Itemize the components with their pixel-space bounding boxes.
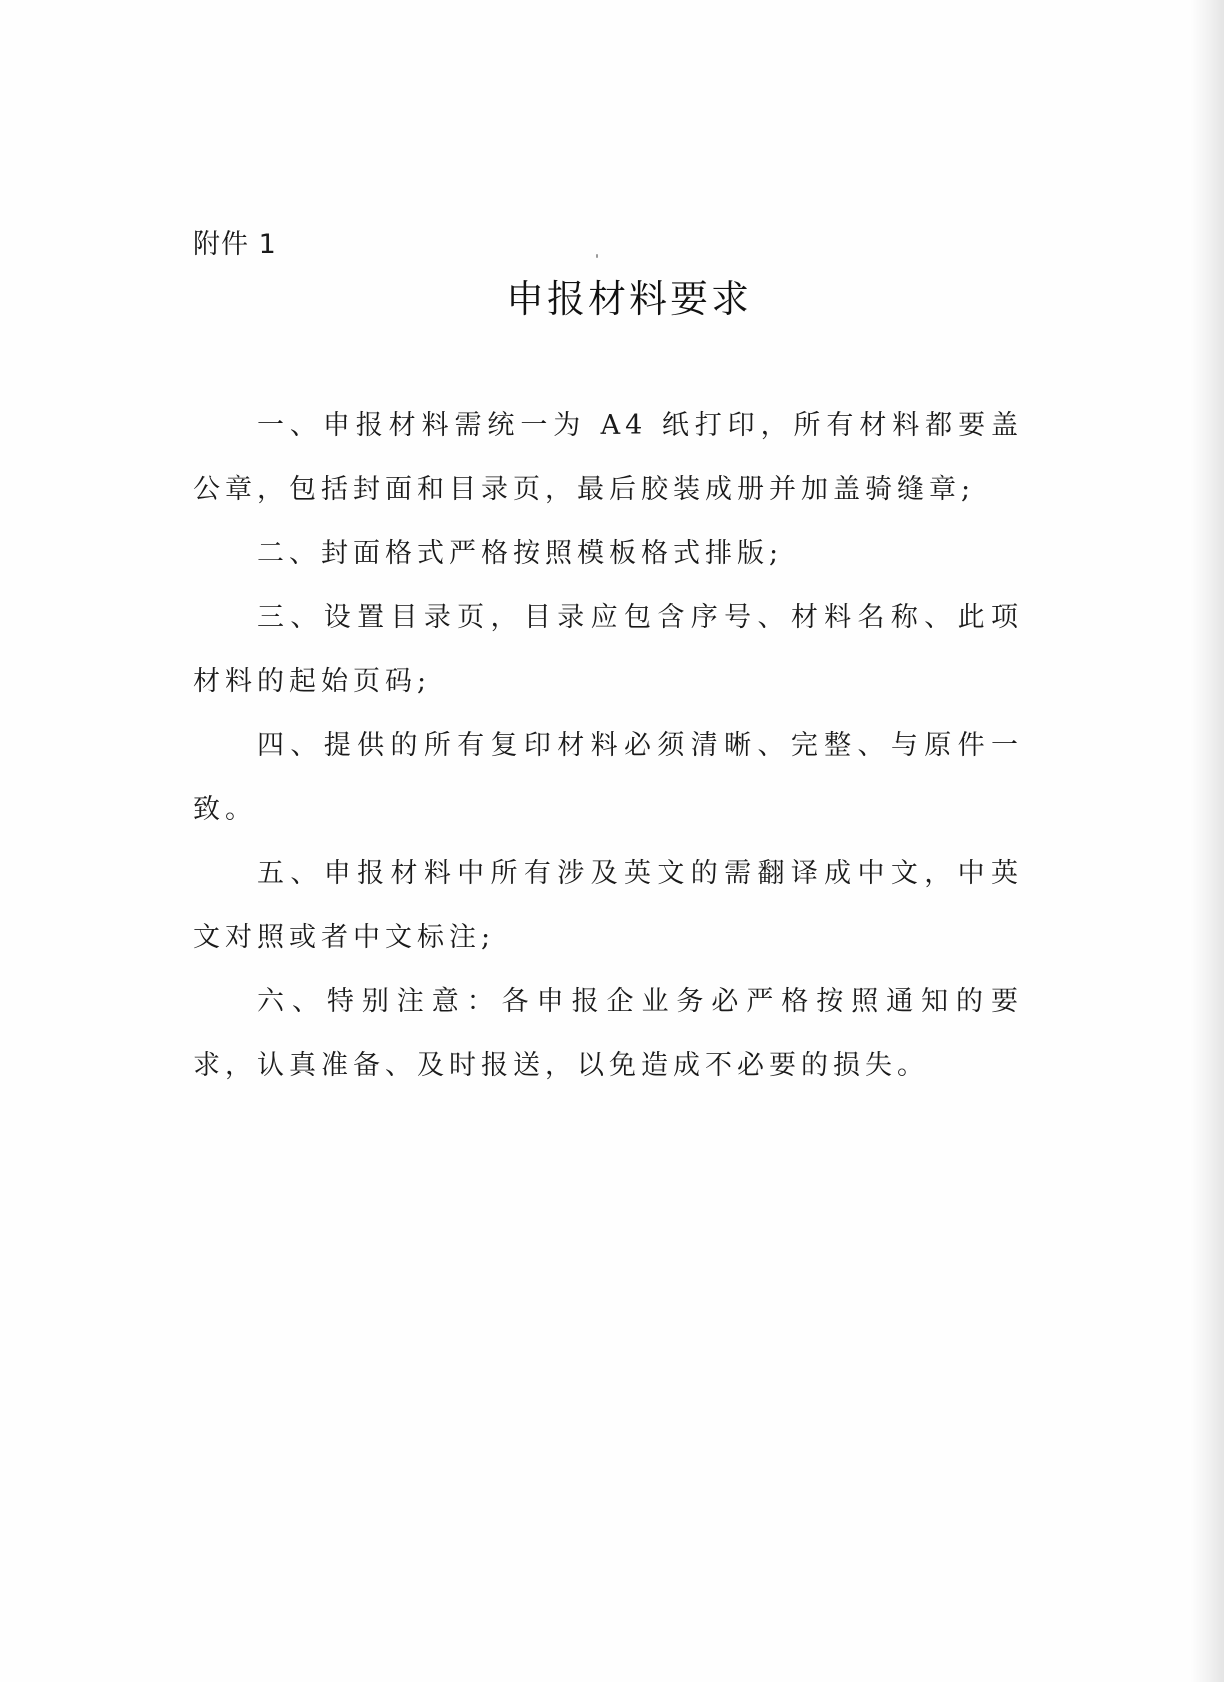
- document-body: [193, 394, 1023, 1098]
- paragraph-5: 五、申报材料中所有涉及英文的需翻译成中文，中英文对照或者中文标注;: [193, 858, 1023, 953]
- paragraph-1: 一、申报材料需统一为 A4 纸打印，所有材料都要盖公章，包括封面和目录页，最后胶装成册并加盖骑缝章;: [193, 410, 1023, 505]
- scan-shadow-edge: [1190, 0, 1224, 1682]
- paragraph-4: 四、提供的所有复印材料必须清晰、完整、与原件一致。: [193, 730, 1023, 825]
- document-title: 申报材料要求: [505, 277, 752, 321]
- paragraph-2: 二、封面格式严格按照模板格式排版;: [257, 538, 784, 569]
- paragraph-3: 三、设置目录页，目录应包含序号、材料名称、此项材料的起始页码;: [193, 602, 1023, 697]
- attachment-label: 附件 1: [193, 229, 277, 260]
- paragraph-6: 六、特别注意：各申报企业务必严格按照通知的要求，认真准备、及时报送，以免造成不必要的损失。: [193, 986, 1023, 1081]
- scan-speck: [596, 254, 598, 258]
